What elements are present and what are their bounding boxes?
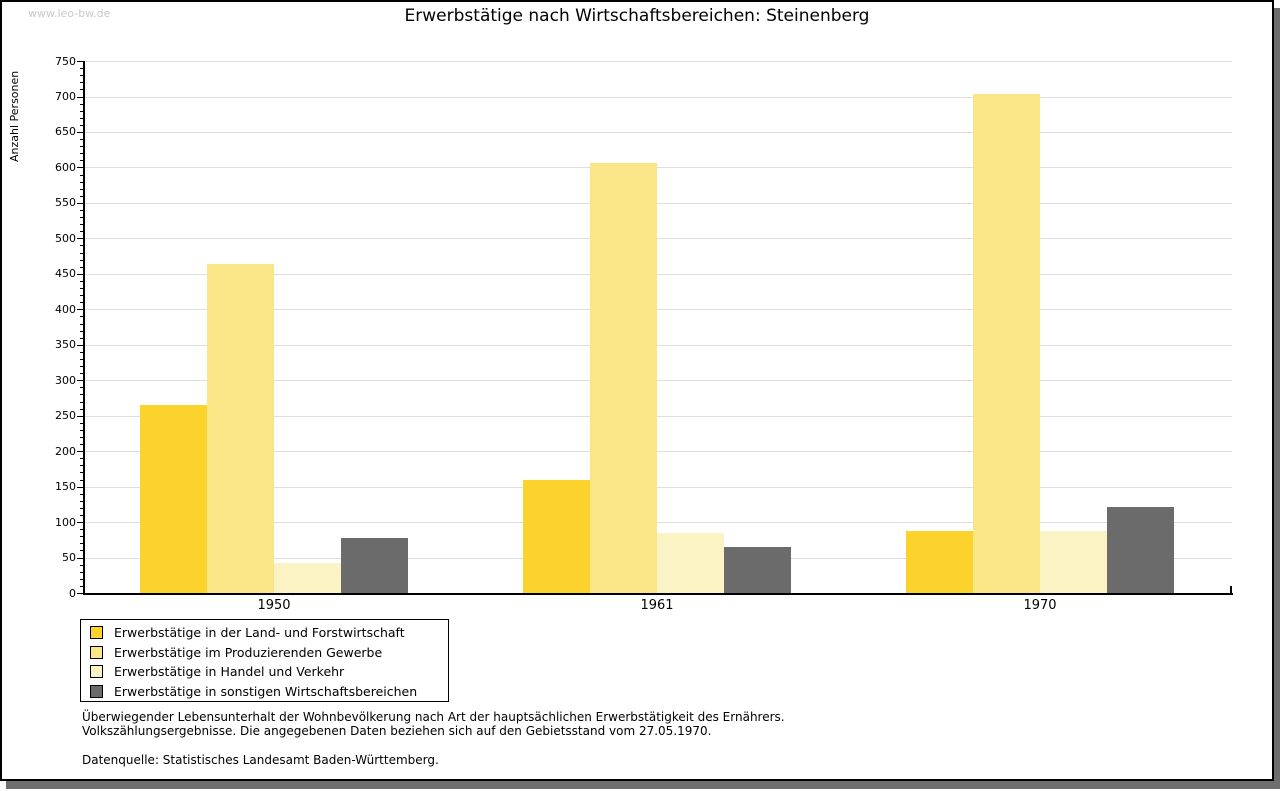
y-major-tick-0 (77, 593, 84, 594)
bar-1970-series1 (906, 531, 973, 593)
y-minor-tick-670 (80, 118, 84, 119)
y-major-tick-200 (77, 451, 84, 452)
y-major-tick-400 (77, 309, 84, 310)
y-minor-tick-20 (80, 579, 84, 580)
y-tick-label: 300 (55, 373, 76, 387)
y-major-tick-300 (77, 380, 84, 381)
y-major-tick-350 (77, 345, 84, 346)
y-minor-tick-60 (80, 550, 84, 551)
y-minor-tick-180 (80, 465, 84, 466)
x-axis-line (83, 593, 1233, 595)
y-minor-tick-590 (80, 175, 84, 176)
y-tick-label: 700 (55, 90, 76, 103)
y-minor-tick-430 (80, 288, 84, 289)
y-minor-tick-330 (80, 359, 84, 360)
y-minor-tick-630 (80, 146, 84, 147)
footnote (82, 711, 785, 738)
bar-1961-series4 (724, 547, 791, 593)
gridline-750 (84, 61, 1232, 62)
legend-label-1: Erwerbstätige in der Land- und Forstwirtschaft (114, 625, 405, 641)
bar-1970-series2 (973, 94, 1040, 593)
y-minor-tick-620 (80, 153, 84, 154)
y-minor-tick-490 (80, 245, 84, 246)
y-minor-tick-10 (80, 586, 84, 587)
y-minor-tick-410 (80, 302, 84, 303)
footnote-line1: Überwiegender Lebensunterhalt der Wohnbevölkerung nach Art der hauptsächlichen Erwerbstätigkeit des Ernährers. (82, 710, 785, 724)
bar-1950-series4 (341, 538, 408, 593)
y-minor-tick-540 (80, 210, 84, 211)
y-tick-label: 100 (55, 515, 76, 529)
y-minor-tick-280 (80, 394, 84, 395)
y-minor-tick-220 (80, 437, 84, 438)
y-minor-tick-370 (80, 331, 84, 332)
y-major-tick-50 (77, 558, 84, 559)
y-minor-tick-140 (80, 494, 84, 495)
y-tick-label: 400 (55, 302, 76, 316)
y-minor-tick-440 (80, 281, 84, 282)
y-major-tick-450 (77, 274, 84, 275)
legend-swatch-1 (90, 626, 103, 639)
y-tick-label: 150 (55, 480, 76, 494)
legend (80, 619, 449, 702)
legend-label-3: Erwerbstätige in Handel und Verkehr (114, 664, 345, 680)
y-axis-label: Anzahl Personen (8, 70, 21, 162)
y-minor-tick-470 (80, 260, 84, 261)
y-minor-tick-130 (80, 501, 84, 502)
y-minor-tick-510 (80, 231, 84, 232)
y-minor-tick-30 (80, 572, 84, 573)
y-minor-tick-340 (80, 352, 84, 353)
y-minor-tick-380 (80, 324, 84, 325)
legend-item-4 (90, 682, 448, 702)
y-major-tick-250 (77, 416, 84, 417)
y-major-tick-750 (77, 61, 84, 62)
y-minor-tick-310 (80, 373, 84, 374)
y-tick-label: 550 (55, 196, 76, 210)
bar-1970-series3 (1040, 531, 1107, 593)
y-minor-tick-120 (80, 508, 84, 509)
y-minor-tick-560 (80, 196, 84, 197)
legend-item-3 (90, 662, 448, 682)
y-tick-label: 250 (55, 409, 76, 423)
gridline-650 (84, 132, 1232, 133)
legend-item-2 (90, 643, 448, 663)
gridline-500 (84, 238, 1232, 239)
y-minor-tick-610 (80, 160, 84, 161)
x-tick-label-1970: 1970 (1023, 598, 1057, 613)
legend-swatch-4 (90, 685, 103, 698)
gridline-700 (84, 97, 1232, 98)
y-major-tick-700 (77, 97, 84, 98)
y-minor-tick-680 (80, 111, 84, 112)
y-major-tick-600 (77, 167, 84, 168)
gridline-600 (84, 167, 1232, 168)
y-tick-label: 50 (62, 551, 76, 564)
y-major-tick-650 (77, 132, 84, 133)
y-tick-label: 750 (55, 54, 76, 68)
y-minor-tick-460 (80, 267, 84, 268)
y-minor-tick-230 (80, 430, 84, 431)
legend-swatch-2 (90, 646, 103, 659)
x-axis-end-tick (1230, 586, 1232, 593)
y-minor-tick-740 (80, 68, 84, 69)
chart-title: Erwerbstätige nach Wirtschaftsbereichen: Steinenberg (404, 6, 870, 26)
y-minor-tick-270 (80, 402, 84, 403)
y-tick-label: 600 (55, 160, 76, 174)
y-minor-tick-40 (80, 565, 84, 566)
y-minor-tick-720 (80, 82, 84, 83)
footnote-line2: Volkszählungsergebnisse. Die angegebenen Daten beziehen sich auf den Gebietsstand vom 27.05.1970. (82, 723, 712, 738)
x-tick-label-1961: 1961 (640, 598, 674, 613)
y-minor-tick-730 (80, 75, 84, 76)
y-minor-tick-290 (80, 387, 84, 388)
y-tick-label: 450 (55, 267, 76, 281)
y-minor-tick-570 (80, 189, 84, 190)
y-minor-tick-80 (80, 536, 84, 537)
y-minor-tick-580 (80, 182, 84, 183)
legend-swatch-3 (90, 665, 103, 678)
y-minor-tick-110 (80, 515, 84, 516)
y-tick-label: 500 (55, 231, 76, 245)
y-tick-label: 350 (55, 338, 76, 352)
gridline-550 (84, 203, 1232, 204)
y-major-tick-100 (77, 522, 84, 523)
y-major-tick-500 (77, 238, 84, 239)
y-minor-tick-660 (80, 125, 84, 126)
y-minor-tick-640 (80, 139, 84, 140)
y-minor-tick-90 (80, 529, 84, 530)
y-tick-label: 200 (55, 444, 76, 458)
y-tick-label: 650 (55, 125, 76, 139)
y-minor-tick-70 (80, 543, 84, 544)
y-minor-tick-210 (80, 444, 84, 445)
legend-item-1 (90, 623, 448, 643)
legend-label-4: Erwerbstätige in sonstigen Wirtschaftsbereichen (114, 683, 418, 699)
bar-1950-series2 (207, 264, 274, 593)
bar-1961-series1 (523, 480, 590, 594)
y-minor-tick-710 (80, 89, 84, 90)
bar-1950-series3 (274, 563, 341, 593)
y-minor-tick-360 (80, 338, 84, 339)
y-minor-tick-420 (80, 295, 84, 296)
y-minor-tick-260 (80, 409, 84, 410)
y-minor-tick-530 (80, 217, 84, 218)
y-minor-tick-520 (80, 224, 84, 225)
watermark: www.leo-bw.de (28, 7, 111, 20)
y-minor-tick-160 (80, 480, 84, 481)
y-minor-tick-690 (80, 104, 84, 105)
y-minor-tick-170 (80, 472, 84, 473)
y-minor-tick-190 (80, 458, 84, 459)
y-tick-label: 0 (69, 586, 76, 600)
y-major-tick-150 (77, 487, 84, 488)
y-minor-tick-480 (80, 253, 84, 254)
bar-1961-series3 (657, 533, 724, 593)
bar-1961-series2 (590, 163, 657, 593)
bar-1950-series1 (140, 405, 207, 593)
legend-label-2: Erwerbstätige im Produzierenden Gewerbe (114, 644, 383, 660)
y-major-tick-550 (77, 203, 84, 204)
bar-1970-series4 (1107, 507, 1174, 594)
data-source: Datenquelle: Statistisches Landesamt Baden-Württemberg. (82, 753, 439, 767)
x-tick-label-1950: 1950 (257, 598, 291, 613)
y-minor-tick-240 (80, 423, 84, 424)
y-minor-tick-390 (80, 316, 84, 317)
y-minor-tick-320 (80, 366, 84, 367)
